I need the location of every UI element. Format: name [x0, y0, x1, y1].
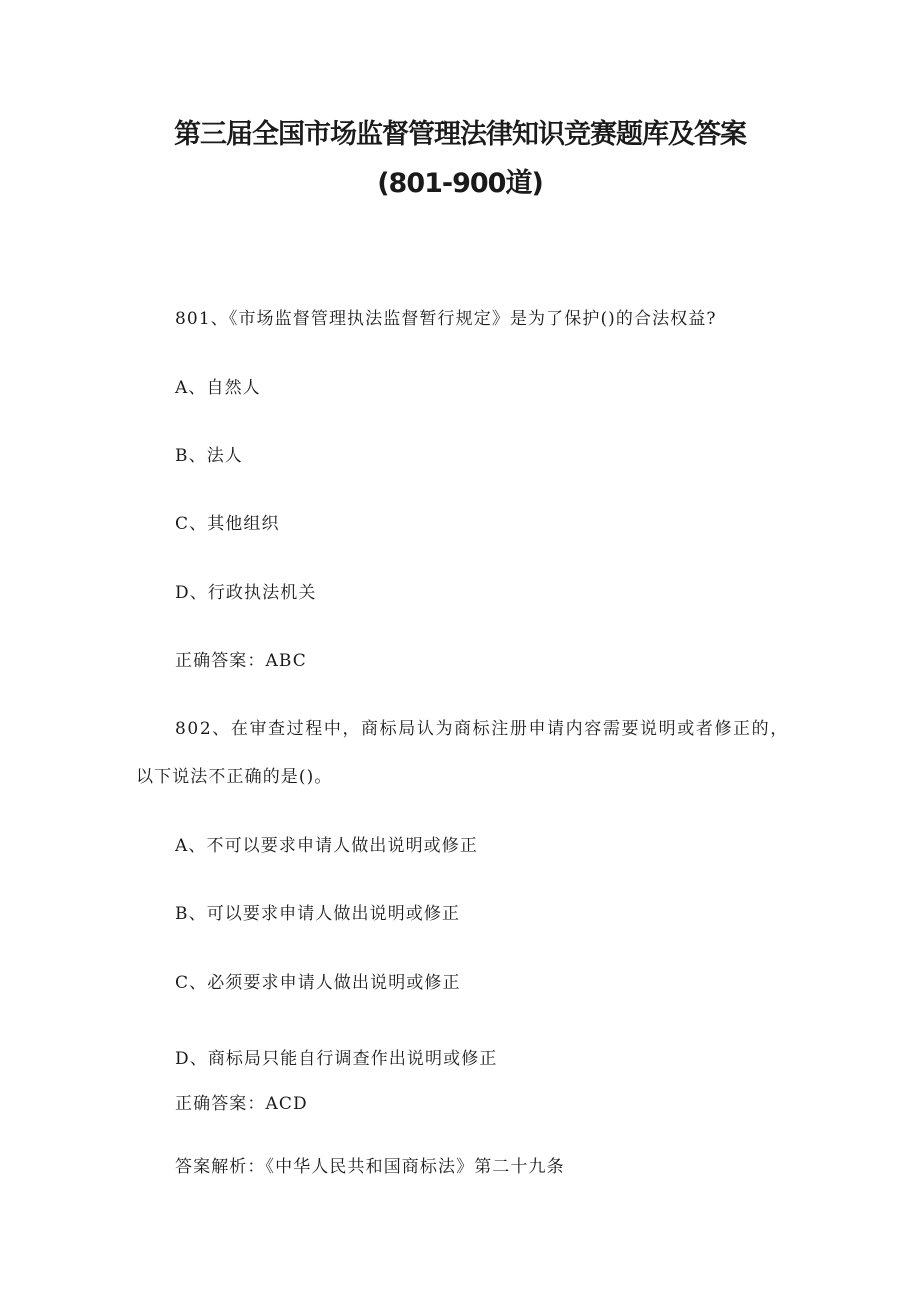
option-a: A、自然人 — [175, 378, 261, 398]
option-a: A、不可以要求申请人做出说明或修正 — [175, 836, 478, 856]
correct-answer: 正确答案：ACD — [175, 1094, 308, 1114]
correct-answer: 正确答案：ABC — [175, 651, 307, 671]
answer-explanation: 答案解析：《中华人民共和国商标法》第二十九条 — [175, 1157, 565, 1177]
title-line-2: (801-900道) — [377, 168, 543, 199]
question-stem: 801、《市场监督管理执法监督暂行规定》是为了保护()的合法权益? — [175, 309, 717, 329]
question-stem-line-1: 802、在审查过程中，商标局认为商标注册申请内容需要说明或者修正的， — [175, 719, 789, 739]
option-d: D、商标局只能自行调查作出说明或修正 — [175, 1049, 498, 1069]
option-d: D、行政执法机关 — [175, 583, 317, 603]
option-b: B、可以要求申请人做出说明或修正 — [175, 904, 461, 924]
question-stem-line-2: 以下说法不正确的是()。 — [136, 767, 333, 787]
option-c: C、其他组织 — [175, 514, 280, 534]
option-b: B、法人 — [175, 446, 243, 466]
title-line-1: 第三届全国市场监督管理法律知识竞赛题库及答案 — [174, 119, 746, 150]
option-c: C、必须要求申请人做出说明或修正 — [175, 973, 461, 993]
